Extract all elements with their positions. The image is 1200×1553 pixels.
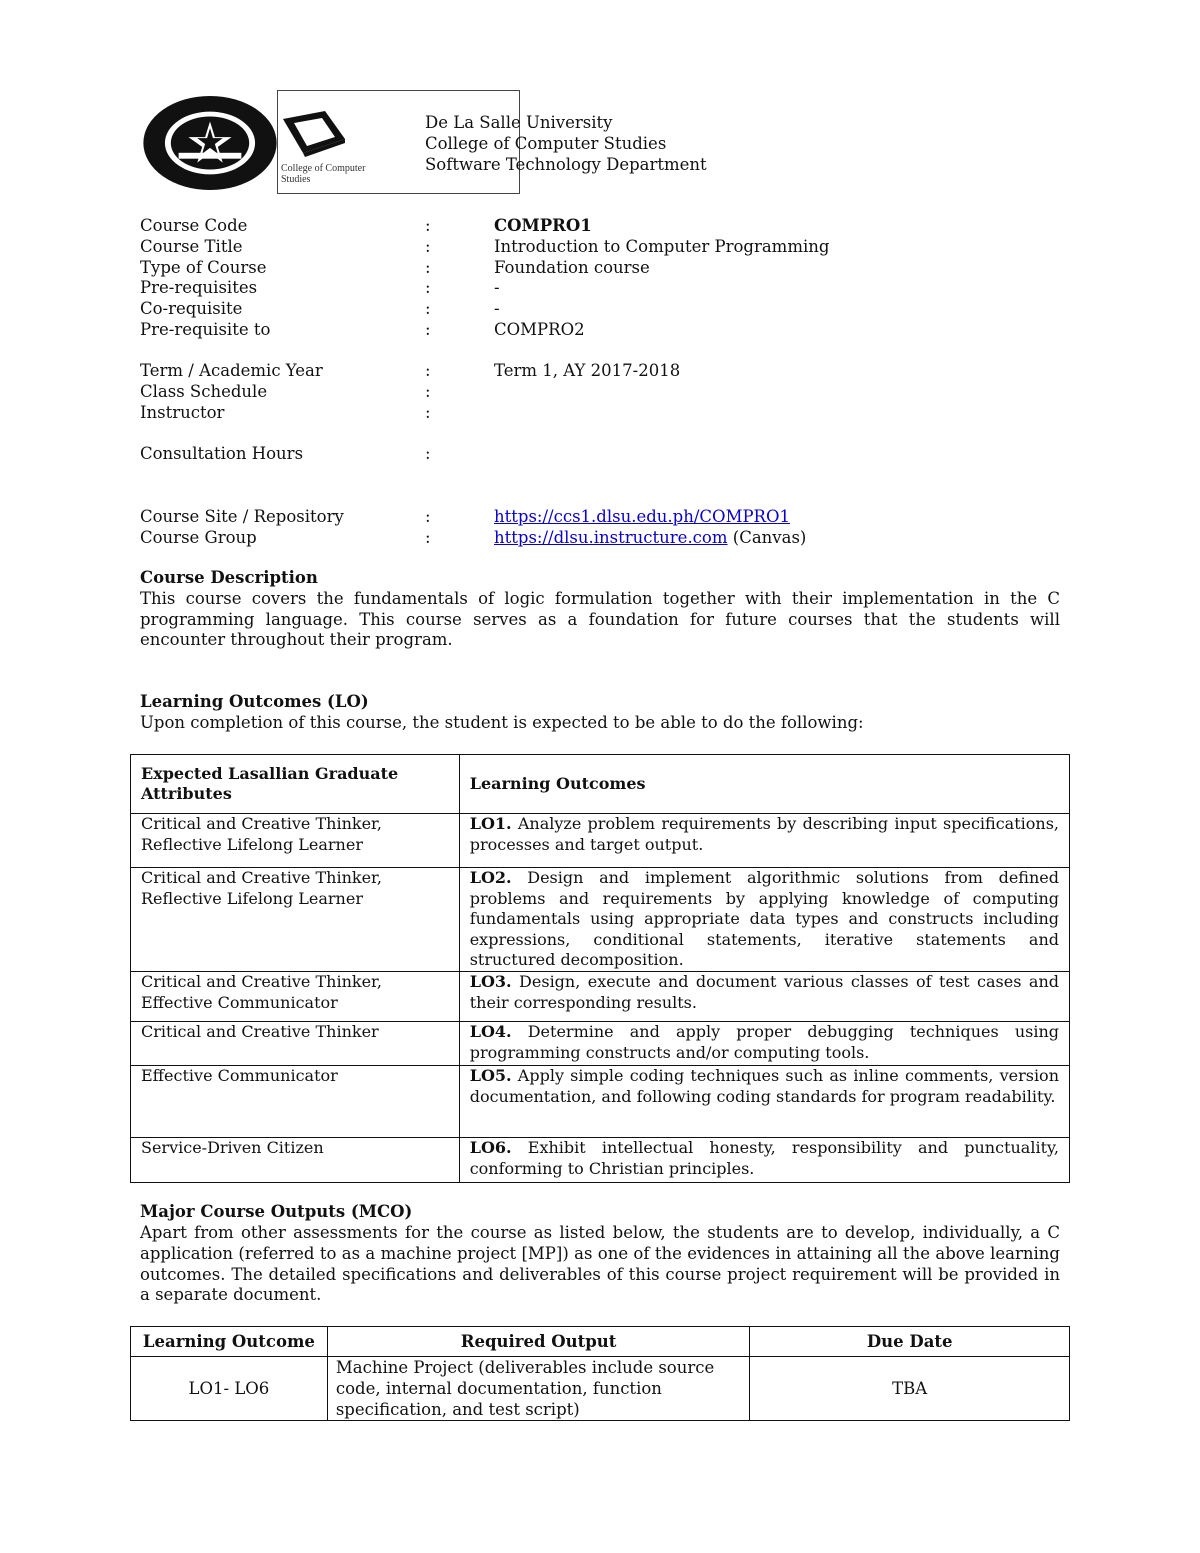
info-colon: : <box>425 278 431 297</box>
course-description-heading: Course Description <box>140 568 318 587</box>
outcome-code: LO3. <box>469 972 512 991</box>
dlsu-seal-logo <box>140 94 280 192</box>
mco-required-output: Machine Project (deliverables include source code, internal documentation, function specification, and test script) <box>327 1357 750 1421</box>
info-row-prerequisites <box>140 277 1100 298</box>
info-colon: : <box>425 237 431 256</box>
info-label: Co-requisite <box>140 299 243 318</box>
info-row-schedule <box>140 381 1100 402</box>
info-row-corequisite <box>140 298 1100 319</box>
outcome-text: Design, execute and document various classes of test cases and their corresponding results. <box>469 972 1059 1012</box>
info-value: COMPRO2 <box>494 320 585 339</box>
info-colon: : <box>425 258 431 277</box>
graduate-attribute: Critical and Creative Thinker, Reflective Lifelong Learner <box>131 868 460 972</box>
info-row-course-group <box>140 527 1100 548</box>
ccs-diamond-logo <box>281 109 347 157</box>
outcome-code: LO5. <box>469 1066 512 1085</box>
lo-column-header: Learning Outcome <box>131 1327 328 1357</box>
info-row-course-title <box>140 236 1100 257</box>
info-label: Pre-requisites <box>140 278 258 297</box>
outcome-text: Analyze problem requirements by describing input specifications, processes and target output. <box>469 814 1059 854</box>
course-site-link[interactable]: https://ccs1.dlsu.edu.ph/COMPRO1 <box>494 507 791 526</box>
table-row <box>131 972 1070 1022</box>
info-row-consultation <box>140 443 1100 464</box>
info-label: Pre-requisite to <box>140 320 271 339</box>
learning-outcomes-heading: Learning Outcomes (LO) <box>140 692 369 711</box>
info-label: Type of Course <box>140 258 267 277</box>
info-value: Foundation course <box>494 258 650 277</box>
learning-outcome <box>459 1066 1069 1138</box>
department-name: Software Technology Department <box>425 155 707 174</box>
info-label: Class Schedule <box>140 382 268 401</box>
table-row <box>131 1357 1070 1421</box>
info-colon: : <box>425 403 431 422</box>
info-label: Course Site / Repository <box>140 507 344 526</box>
outcome-text: Design and implement algorithmic solutions from defined problems and requirements by applying knowledge of computing fundamentals using appropriate data types and constructs including expressions, conditional statements, iterative statements and structured decomposition. <box>469 868 1059 969</box>
outcome-text: Exhibit intellectual honesty, responsibility and punctuality, conforming to Christian principles. <box>469 1138 1059 1178</box>
table-row <box>131 868 1070 972</box>
info-colon: : <box>425 528 431 547</box>
link-suffix: (Canvas) <box>727 528 807 547</box>
university-header <box>425 112 707 175</box>
graduate-attribute: Effective Communicator <box>131 1066 460 1138</box>
info-row-course-site <box>140 506 1100 527</box>
info-value: Introduction to Computer Programming <box>494 237 830 256</box>
mco-due-date: TBA <box>750 1357 1070 1421</box>
info-row-course-code <box>140 215 1100 236</box>
output-column-header: Required Output <box>327 1327 750 1357</box>
course-group-link[interactable]: https://dlsu.instructure.com <box>494 528 728 547</box>
info-value: - <box>494 278 500 297</box>
info-value: COMPRO1 <box>494 216 592 235</box>
college-name: College of Computer Studies <box>425 134 667 153</box>
graduate-attribute: Critical and Creative Thinker, Reflective Lifelong Learner <box>131 814 460 868</box>
table-row <box>131 1022 1070 1066</box>
mco-table <box>130 1326 1070 1421</box>
info-value <box>494 506 790 527</box>
graduate-attribute: Critical and Creative Thinker <box>131 1022 460 1066</box>
info-row-term <box>140 360 1100 381</box>
info-value: Term 1, AY 2017-2018 <box>494 361 681 380</box>
mco-heading: Major Course Outputs (MCO) <box>140 1202 413 1221</box>
learning-outcome <box>459 1022 1069 1066</box>
info-label: Course Title <box>140 237 243 256</box>
course-description-text: This course covers the fundamentals of logic formulation together with their implementation in the C programming language. This course serves as a foundation for future courses that the students will encounter throughout their program. <box>140 589 1060 649</box>
graduate-attribute: Service-Driven Citizen <box>131 1138 460 1183</box>
mco-learning-outcome: LO1- LO6 <box>131 1357 328 1421</box>
outcome-code: LO4. <box>469 1022 512 1041</box>
info-colon: : <box>425 320 431 339</box>
outcome-text: Apply simple coding techniques such as inline comments, version documentation, and following coding standards for program readability. <box>469 1066 1059 1106</box>
learning-outcomes-table <box>130 754 1070 1183</box>
info-colon: : <box>425 507 431 526</box>
learning-outcome <box>459 814 1069 868</box>
learning-outcome <box>459 972 1069 1022</box>
info-colon: : <box>425 299 431 318</box>
learning-outcomes-intro: Upon completion of this course, the student is expected to be able to do the following: <box>140 713 864 732</box>
outcome-code: LO2. <box>469 868 512 887</box>
due-column-header: Due Date <box>750 1327 1070 1357</box>
info-row-prerequisite-to <box>140 319 1100 340</box>
learning-outcome <box>459 1138 1069 1183</box>
outcome-code: LO1. <box>469 814 512 833</box>
graduate-attribute: Critical and Creative Thinker, Effective Communicator <box>131 972 460 1022</box>
table-row <box>131 814 1070 868</box>
info-row-instructor <box>140 402 1100 423</box>
ccs-logo-label: College of Computer Studies <box>281 163 366 185</box>
info-label: Consultation Hours <box>140 444 304 463</box>
table-row <box>131 1138 1070 1183</box>
table-row <box>131 1066 1070 1138</box>
info-colon: : <box>425 382 431 401</box>
info-label: Term / Academic Year <box>140 361 323 380</box>
learning-outcome <box>459 868 1069 972</box>
info-colon: : <box>425 216 431 235</box>
table-header-row <box>131 755 1070 814</box>
attributes-column-header: Expected Lasallian Graduate Attributes <box>131 755 460 814</box>
mco-text: Apart from other assessments for the course as listed below, the students are to develop, individually, a C application (referred to as a machine project [MP]) as one of the evidences in attaining all the above learning outcomes. The detailed specifications and deliverables of this course project requirement will be provided in a separate document. <box>140 1223 1060 1305</box>
info-row-type <box>140 257 1100 278</box>
info-value: - <box>494 299 500 318</box>
info-colon: : <box>425 361 431 380</box>
info-label: Course Code <box>140 216 248 235</box>
outcome-text: Determine and apply proper debugging techniques using programming constructs and/or computing tools. <box>469 1022 1059 1062</box>
outcomes-column-header: Learning Outcomes <box>459 755 1069 814</box>
info-value <box>494 527 806 548</box>
info-label: Instructor <box>140 403 225 422</box>
table-header-row <box>131 1327 1070 1357</box>
info-label: Course Group <box>140 528 257 547</box>
info-colon: : <box>425 444 431 463</box>
outcome-code: LO6. <box>469 1138 512 1157</box>
university-name: De La Salle University <box>425 113 613 132</box>
